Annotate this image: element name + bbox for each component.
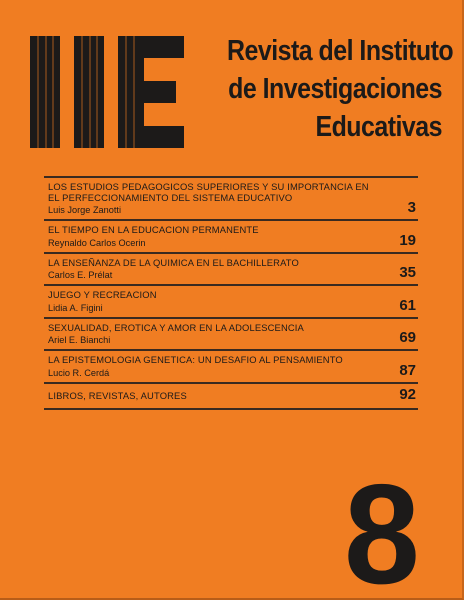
iie-logo [30, 36, 184, 148]
masthead-line-1: Revista del Instituto [227, 35, 454, 67]
toc-entry-author: Lucio R. Cerdá [48, 367, 110, 378]
toc-entry [44, 319, 418, 352]
toc-entry [44, 286, 418, 319]
toc-entry [44, 351, 418, 384]
toc-entry [44, 178, 418, 221]
masthead-line-2: de Investigaciones [228, 73, 442, 105]
toc-entry-title: EL TIEMPO EN LA EDUCACION PERMANENTE [48, 224, 259, 235]
toc-entry-author: Luis Jorge Zanotti [48, 205, 122, 215]
issue-number: 8 [344, 455, 420, 600]
masthead-title [227, 32, 454, 146]
toc-entry-author: Reynaldo Carlos Ocerin [48, 237, 146, 248]
toc-entry-title: JUEGO Y RECREACION [48, 289, 157, 300]
toc-entry-title: LOS ESTUDIOS PEDAGOGICOS SUPERIORES Y SU IMPORTANCIA EN EL PERFECCIONAMIENTO DEL SISTEMA EDUCATIVO [48, 181, 369, 203]
toc-entry-page: 69 [399, 329, 416, 346]
toc-entry-page: 61 [399, 296, 416, 314]
toc-entry-page: 35 [399, 264, 416, 281]
toc-entry [44, 384, 418, 411]
toc-entry [44, 221, 418, 254]
masthead-line-3: Educativas [315, 111, 442, 143]
toc-entry-title: SEXUALIDAD, EROTICA Y AMOR EN LA ADOLESCENCIA [48, 321, 304, 333]
toc-entry-author: Lidia A. Figini [48, 302, 103, 313]
toc-entry-page: 3 [407, 199, 416, 216]
toc-entry-page: 87 [399, 361, 416, 379]
toc-entry-page: 92 [399, 386, 416, 403]
toc-entry-title: LIBROS, REVISTAS, AUTORES [48, 389, 187, 401]
toc-entry-author: Ariel E. Bianchi [48, 335, 111, 345]
toc-entry-page: 19 [399, 231, 416, 249]
toc-entry [44, 254, 418, 287]
toc-entry-title: LA ENSEÑANZA DE LA QUIMICA EN EL BACHILLERATO [48, 256, 299, 268]
table-of-contents [44, 176, 418, 410]
toc-entry-title: LA EPISTEMOLOGIA GENETICA: UN DESAFIO AL PENSAMIENTO [48, 354, 343, 365]
toc-entry-author: Carlos E. Prélat [48, 270, 113, 280]
